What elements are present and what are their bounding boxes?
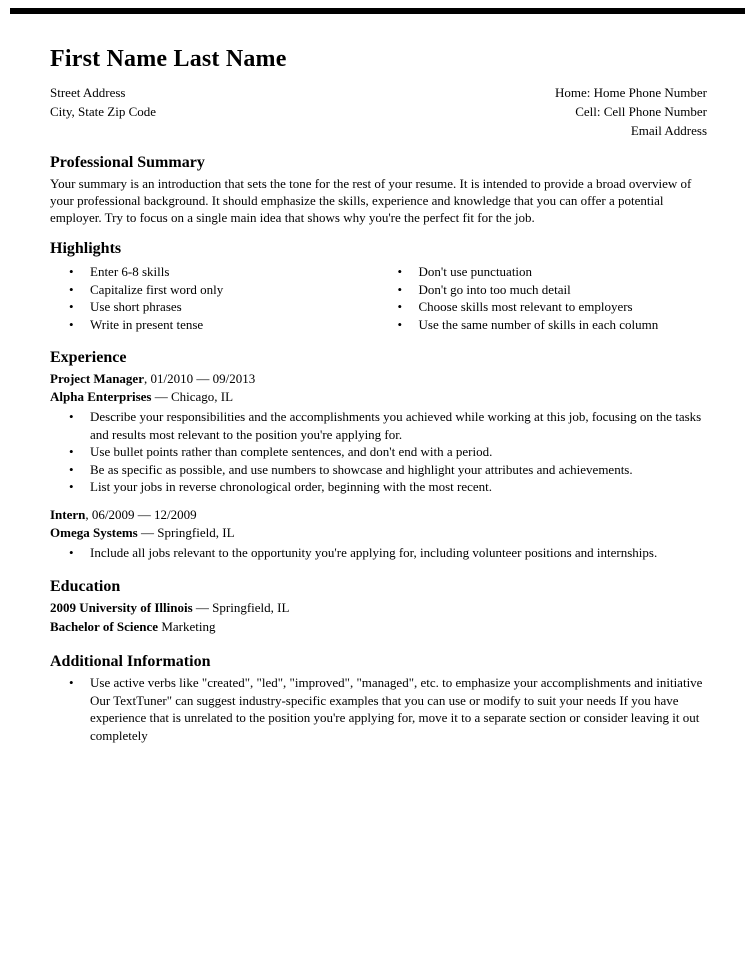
resume-name: First Name Last Name: [50, 46, 287, 72]
job-company-line: [50, 388, 707, 406]
home-phone: Home: Home Phone Number: [554, 85, 707, 100]
bullet-item: • Include all jobs relevant to the opportunity you're applying for, including volunteer positions and internships.: [50, 544, 707, 562]
summary-text: Your summary is an introduction that sets the tone for the rest of your resume. It is intended to provide a broad overview of your professional background. It should emphasize the skills, experience and knowledge that you can offer a potential employer. Try to focus on a single main idea that shows why you're the perfect fit for the job.: [50, 176, 692, 225]
job-entry: [50, 370, 707, 496]
job-entry: [50, 506, 707, 562]
job-bullet-list: [50, 544, 707, 562]
bullet-item: • Use short phrases: [50, 298, 379, 316]
section-professional-summary: [50, 153, 707, 226]
cell-phone: Cell: Cell Phone Number: [575, 104, 707, 119]
education-major: Marketing: [158, 618, 216, 634]
bullet-item: • Use bullet points rather than complete sentences, and don't end with a period.: [50, 443, 707, 461]
bullet-item: • Use active verbs like "created", "led", "improved", "managed", etc. to emphasize your accomplishments and initiative Our TextTuner" can suggest industry-specific examples that you can use or modify to suit your needs If you have experience that is unrelated to the position you're applying for, move it to a separate section or consider leaving it out completely: [50, 674, 707, 744]
education-degree-line: [50, 618, 707, 637]
job-company: Omega Systems: [50, 524, 138, 540]
highlights-columns: [50, 261, 707, 333]
highlights-title: Highlights: [50, 240, 122, 257]
summary-title: Professional Summary: [50, 154, 205, 171]
highlights-right-list: [379, 263, 708, 333]
bullet-item: • Capitalize first word only: [50, 281, 379, 299]
additional-bullet-list: [50, 674, 707, 744]
job-dates: , 06/2009 — 12/2009: [85, 506, 197, 522]
job-role-line: [50, 506, 707, 524]
section-experience: [50, 348, 707, 561]
additional-title: Additional Information: [50, 653, 211, 670]
bullet-item: • Write in present tense: [50, 316, 379, 334]
job-location: — Springfield, IL: [137, 524, 235, 540]
contact-block: [50, 83, 707, 140]
bullet-item: • Be as specific as possible, and use numbers to showcase and highlight your attributes and achievements.: [50, 461, 707, 479]
bullet-item: • Enter 6-8 skills: [50, 263, 379, 281]
city-state-zip: City, State Zip Code: [50, 104, 157, 119]
education-degree: Bachelor of Science: [50, 618, 159, 634]
highlights-right-column: [379, 261, 708, 333]
street-address: Street Address: [50, 85, 126, 100]
section-highlights: [50, 239, 707, 333]
job-dates: , 01/2010 — 09/2013: [143, 371, 256, 386]
bullet-item: • List your jobs in reverse chronological order, beginning with the most recent.: [50, 478, 707, 496]
highlights-left-list: [50, 263, 379, 333]
job-location: — Chicago, IL: [151, 389, 234, 404]
bullet-item: • Don't use punctuation: [379, 263, 708, 281]
education-school-line: [50, 599, 707, 618]
email-address: Email Address: [630, 123, 707, 138]
education-school: 2009 University of Illinois: [50, 600, 193, 615]
job-company: Alpha Enterprises: [50, 389, 152, 404]
section-education: [50, 577, 707, 636]
highlights-left-column: [50, 261, 379, 333]
job-role: Intern: [50, 506, 86, 522]
job-role: Project Manager: [50, 371, 144, 386]
bullet-item: • Don't go into too much detail: [379, 281, 708, 299]
bullet-item: • Use the same number of skills in each column: [379, 316, 708, 334]
section-additional-information: [50, 652, 707, 744]
job-bullet-list: [50, 408, 707, 496]
job-company-line: [50, 524, 707, 542]
bullet-item: • Choose skills most relevant to employers: [379, 298, 708, 316]
education-location: — Springfield, IL: [192, 600, 290, 615]
job-role-line: [50, 370, 707, 388]
top-divider: [10, 8, 745, 14]
address-block: [50, 83, 156, 140]
bullet-item: • Describe your responsibilities and the accomplishments you achieved while working at this job, focusing on the tasks and results most relevant to the position you're applying for.: [50, 408, 707, 443]
education-title: Education: [50, 578, 121, 595]
phone-email-block: [555, 83, 707, 140]
experience-title: Experience: [50, 349, 127, 366]
